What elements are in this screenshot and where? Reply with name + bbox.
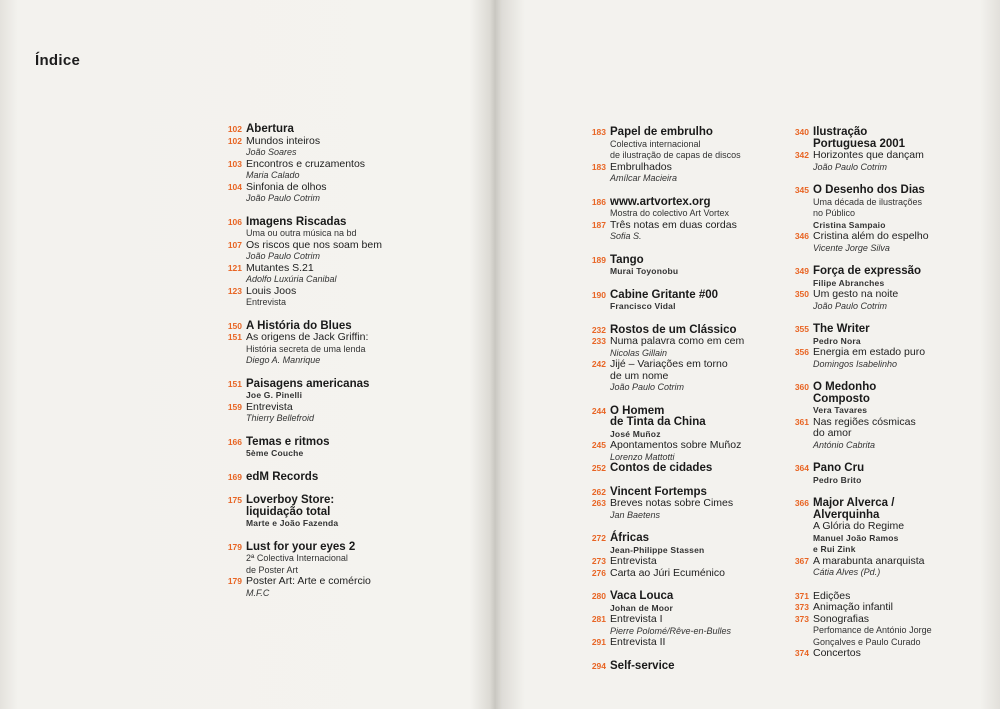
toc-section xyxy=(216,379,486,425)
section-title: O Homem xyxy=(610,404,665,417)
section-title: Rostos de um Clássico xyxy=(610,323,737,336)
page-number: 169 xyxy=(227,471,242,482)
description: 2ª Colectiva Internacional xyxy=(246,553,348,563)
article-title: Louis Joos xyxy=(246,284,297,297)
toc-section xyxy=(580,591,780,649)
article-title: As origens de Jack Griffin: xyxy=(246,331,369,343)
section-title: Paisagens americanas xyxy=(246,377,370,390)
page-number: 107 xyxy=(227,239,242,250)
article-title: Numa palavra como em cem xyxy=(610,335,745,347)
toc-entry xyxy=(216,332,486,344)
artist-credit: Marte e João Fazenda xyxy=(246,518,339,528)
article-title: Cristina além do espelho xyxy=(813,230,929,242)
toc-column-right-page-first xyxy=(580,127,780,684)
toc-entry xyxy=(580,498,780,510)
toc-entry xyxy=(783,394,993,406)
toc-section xyxy=(783,498,993,579)
toc-entry xyxy=(216,182,486,194)
toc-entry xyxy=(216,355,486,367)
page-number: 179 xyxy=(227,576,242,586)
article-title: Animação infantil xyxy=(813,601,893,613)
page-number: 123 xyxy=(227,285,242,296)
toc-entry xyxy=(216,217,486,229)
toc-column-right-page-second xyxy=(783,127,993,672)
section-title: Contos de cidades xyxy=(610,462,713,474)
author-credit: Amílcar Macieira xyxy=(610,173,678,183)
page-number: 150 xyxy=(227,320,242,331)
article-title: Horizontes que dançam xyxy=(813,149,924,161)
toc-entry xyxy=(580,440,780,452)
page-number: 186 xyxy=(591,196,606,207)
toc-entry xyxy=(580,173,780,185)
toc-entry xyxy=(783,556,993,568)
toc-entry xyxy=(580,417,780,429)
toc-entry xyxy=(580,231,780,243)
toc-entry xyxy=(783,243,993,255)
page-number: 244 xyxy=(591,405,606,416)
toc-entry xyxy=(783,266,993,278)
toc-entry xyxy=(216,263,486,275)
toc-entry xyxy=(783,359,993,371)
toc-entry xyxy=(216,193,486,205)
toc-section xyxy=(216,217,486,309)
toc-entry xyxy=(783,498,993,510)
section-title: liquidação total xyxy=(246,505,331,518)
toc-entry xyxy=(216,124,486,136)
author-credit: Lorenzo Mattotti xyxy=(610,451,675,462)
toc-section xyxy=(216,472,486,484)
artist-credit: Cristina Sampaio xyxy=(813,219,886,230)
author-credit: João Paulo Cotrim xyxy=(813,161,888,172)
page-number: 190 xyxy=(591,289,606,300)
toc-entry xyxy=(783,544,993,556)
artist-credit: Jean-Philippe Stassen xyxy=(610,544,705,555)
page-number: 355 xyxy=(794,324,809,334)
section-title: Cabine Gritante #00 xyxy=(610,288,719,301)
author-credit: Vicente Jorge Silva xyxy=(813,242,890,253)
toc-entry xyxy=(216,286,486,298)
page-number: 276 xyxy=(591,567,606,578)
section-title: Vincent Fortemps xyxy=(610,485,707,498)
author-credit: João Paulo Cotrim xyxy=(246,251,321,261)
toc-entry xyxy=(783,625,993,637)
author-credit: Diego A. Manrique xyxy=(246,355,321,365)
toc-entry xyxy=(216,274,486,286)
toc-section xyxy=(783,591,993,660)
page-number: 104 xyxy=(227,181,242,192)
page-number: 159 xyxy=(227,401,242,412)
toc-entry xyxy=(216,495,486,507)
article-title: Concertos xyxy=(813,647,861,659)
page-number: 291 xyxy=(591,637,606,647)
page-number: 364 xyxy=(794,463,809,473)
page-number: 273 xyxy=(591,556,606,566)
page-number: 106 xyxy=(227,216,242,227)
toc-entry xyxy=(216,472,486,484)
page-number: 367 xyxy=(794,555,809,566)
artist-credit: Francisco Vidal xyxy=(610,301,676,311)
toc-entry xyxy=(580,220,780,232)
toc-entry xyxy=(580,510,780,522)
page-number: 233 xyxy=(591,336,606,346)
author-credit: Maria Calado xyxy=(246,170,300,180)
toc-entry xyxy=(783,648,993,660)
page-number: 245 xyxy=(591,440,606,450)
author-credit: Adolfo Luxúria Canibal xyxy=(246,274,337,284)
toc-entry xyxy=(580,533,780,545)
page-number: 349 xyxy=(794,266,809,276)
page-title: Índice xyxy=(35,52,81,69)
description: Uma ou outra música na bd xyxy=(246,228,357,238)
description: Perfomance de António Jorge xyxy=(813,625,932,635)
page-number: 166 xyxy=(227,436,242,447)
toc-section xyxy=(580,127,780,185)
article-title: Carta ao Júri Ecuménico xyxy=(610,566,725,579)
section-title: edM Records xyxy=(246,470,319,483)
page-number: 280 xyxy=(591,591,606,601)
toc-entry xyxy=(783,440,993,452)
toc-entry xyxy=(783,382,993,394)
toc-section xyxy=(216,437,486,460)
toc-entry xyxy=(783,324,993,336)
toc-entry xyxy=(216,170,486,182)
artist-credit: Vera Tavares xyxy=(813,405,868,415)
section-title: Imagens Riscadas xyxy=(246,215,347,228)
toc-entry xyxy=(580,301,780,313)
page-number: 183 xyxy=(591,161,606,172)
author-credit: Cátia Alves (Pd.) xyxy=(813,567,881,577)
page-number: 242 xyxy=(591,359,606,369)
toc-entry xyxy=(216,136,486,148)
author-credit: António Cabrita xyxy=(813,439,876,450)
section-title: Temas e ritmos xyxy=(246,435,330,448)
toc-entry xyxy=(580,591,780,603)
section-title: The Writer xyxy=(813,323,870,335)
toc-entry xyxy=(216,576,486,588)
section-title: A História do Blues xyxy=(246,319,352,332)
article-title: Apontamentos sobre Muñoz xyxy=(610,439,742,451)
page-number: 346 xyxy=(794,231,809,241)
section-title: Pano Cru xyxy=(813,462,865,474)
article-title: Sonografias xyxy=(813,612,870,625)
toc-entry xyxy=(216,402,486,414)
toc-entry xyxy=(783,405,993,417)
author-credit: Domingos Isabelinho xyxy=(813,358,898,369)
toc-entry xyxy=(580,371,780,383)
artist-credit: Filipe Abranches xyxy=(813,277,885,288)
section-title: Força de expressão xyxy=(813,265,922,277)
page-number: 272 xyxy=(591,533,606,543)
toc-entry xyxy=(216,240,486,252)
section-title: Papel de embrulho xyxy=(610,126,713,138)
toc-entry xyxy=(216,159,486,171)
toc-entry xyxy=(580,382,780,394)
page-number: 281 xyxy=(591,614,606,624)
toc-entry xyxy=(580,661,780,673)
page-number: 374 xyxy=(794,648,809,658)
author-credit: Sofia S. xyxy=(610,231,642,241)
toc-section xyxy=(216,495,486,530)
section-title: Ilustração xyxy=(813,126,868,138)
section-title: Alverquinha xyxy=(813,508,880,521)
section-title: Major Alverca / xyxy=(813,497,895,509)
page-number: 103 xyxy=(227,158,242,169)
toc-entry xyxy=(580,208,780,220)
section-title: Áfricas xyxy=(610,532,649,544)
page-number: 366 xyxy=(794,498,809,508)
section-title: Tango xyxy=(610,253,644,266)
article-title: Um gesto na noite xyxy=(813,288,899,300)
toc-entry xyxy=(216,588,486,600)
page-number: 262 xyxy=(591,486,606,497)
article-title: Os riscos que nos soam bem xyxy=(246,238,382,251)
page-number: 102 xyxy=(227,124,242,134)
article-title: Energia em estado puro xyxy=(813,346,926,358)
toc-entry xyxy=(783,602,993,614)
toc-entry xyxy=(580,290,780,302)
page-number: 151 xyxy=(227,378,242,389)
toc-entry xyxy=(580,463,780,475)
toc-entry xyxy=(216,448,486,460)
toc-entry xyxy=(580,266,780,278)
page-number: 102 xyxy=(227,135,242,146)
toc-entry xyxy=(216,542,486,554)
toc-entry xyxy=(783,150,993,162)
author-credit: M.F.C xyxy=(246,587,270,598)
article-title: Poster Art: Arte e comércio xyxy=(246,575,371,587)
toc-entry xyxy=(783,533,993,545)
toc-section xyxy=(783,127,993,173)
page-number: 340 xyxy=(794,127,809,137)
artist-credit: Manuel João Ramos xyxy=(813,532,899,543)
toc-section xyxy=(216,542,486,600)
toc-entry xyxy=(783,162,993,174)
toc-entry xyxy=(580,127,780,139)
article-title: Breves notas sobre Cimes xyxy=(610,497,734,509)
description: de ilustração de capas de discos xyxy=(610,150,741,160)
article-title: Entrevista I xyxy=(610,613,663,625)
toc-entry xyxy=(783,614,993,626)
toc-section xyxy=(783,463,993,486)
toc-entry xyxy=(783,289,993,301)
article-title: Entrevista II xyxy=(610,636,666,648)
author-credit: João Paulo Cotrim xyxy=(610,382,685,392)
page-number: 189 xyxy=(591,254,606,265)
article-title: Edições xyxy=(813,589,851,602)
toc-entry xyxy=(580,139,780,151)
section-title: Composto xyxy=(813,392,870,405)
toc-section xyxy=(580,197,780,243)
author-credit: João Paulo Cotrim xyxy=(813,300,888,311)
section-title: Lust for your eyes 2 xyxy=(246,540,356,553)
toc-section xyxy=(216,124,486,205)
page-number: 263 xyxy=(591,498,606,508)
toc-entry xyxy=(783,521,993,533)
article-title: Três notas em duas cordas xyxy=(610,218,737,231)
article-title: Sinfonia de olhos xyxy=(246,180,327,193)
author-credit: Jan Baetens xyxy=(610,509,661,520)
toc-section xyxy=(580,255,780,278)
toc-entry xyxy=(580,614,780,626)
toc-section xyxy=(783,324,993,370)
article-title: Mundos inteiros xyxy=(246,134,321,147)
toc-entry xyxy=(580,359,780,371)
page-number: 294 xyxy=(591,660,606,671)
artist-credit: 5ème Couche xyxy=(246,448,304,458)
artist-credit: José Muñoz xyxy=(610,428,661,439)
page-number: 183 xyxy=(591,127,606,137)
toc-section xyxy=(580,487,780,522)
page-number: 187 xyxy=(591,219,606,230)
article-title: Entrevista xyxy=(610,555,657,567)
toc-entry xyxy=(783,567,993,579)
page-number: 373 xyxy=(794,613,809,624)
toc-entry xyxy=(580,556,780,568)
toc-entry xyxy=(783,428,993,440)
author-credit: Thierry Bellefroid xyxy=(246,413,315,423)
toc-section xyxy=(783,266,993,312)
section-title: de Tinta da China xyxy=(610,416,706,428)
page-number: 345 xyxy=(794,185,809,195)
toc-entry xyxy=(580,255,780,267)
toc-section xyxy=(783,185,993,254)
section-title: Loverboy Store: xyxy=(246,494,335,506)
toc-section xyxy=(580,533,780,579)
page-number: 360 xyxy=(794,382,809,392)
section-title: www.artvortex.org xyxy=(610,195,711,208)
page-number: 179 xyxy=(227,541,242,552)
page-number: 361 xyxy=(794,416,809,427)
page-number: 252 xyxy=(591,463,606,473)
article-title: Embrulhados xyxy=(610,160,672,173)
toc-entry xyxy=(783,475,993,487)
author-credit: João Paulo Cotrim xyxy=(246,193,321,203)
toc-entry xyxy=(580,162,780,174)
article-title: A Glória do Regime xyxy=(813,520,905,532)
toc-entry xyxy=(216,379,486,391)
toc-entry xyxy=(216,344,486,356)
toc-section xyxy=(216,321,486,367)
toc-entry xyxy=(783,231,993,243)
toc-section xyxy=(580,325,780,394)
description: Uma década de ilustrações xyxy=(813,196,923,207)
toc-entry xyxy=(580,637,780,649)
description: Mostra do colectivo Art Vortex xyxy=(610,208,730,218)
artist-credit: Murai Toyonobu xyxy=(610,266,679,276)
toc-entry xyxy=(216,147,486,159)
toc-entry xyxy=(783,127,993,139)
page-number: 373 xyxy=(794,602,809,612)
toc-section xyxy=(783,382,993,451)
toc-section xyxy=(580,406,780,475)
toc-section xyxy=(580,661,780,673)
page-number: 350 xyxy=(794,289,809,299)
toc-entry xyxy=(216,553,486,565)
section-title: Abertura xyxy=(246,123,294,135)
article-title: A marabunta anarquista xyxy=(813,554,925,567)
page-number: 151 xyxy=(227,332,242,342)
toc-entry xyxy=(216,507,486,519)
toc-entry xyxy=(783,301,993,313)
page-number: 121 xyxy=(227,262,242,273)
toc-entry xyxy=(783,463,993,475)
section-title: O Medonho xyxy=(813,381,877,393)
page-number: 232 xyxy=(591,324,606,335)
toc-entry xyxy=(783,185,993,197)
toc-entry xyxy=(580,150,780,162)
artist-credit: Johan de Moor xyxy=(610,602,674,613)
toc-entry xyxy=(783,197,993,209)
artist-credit: e Rui Zink xyxy=(813,544,856,554)
toc-entry xyxy=(216,390,486,402)
section-title: Portuguesa 2001 xyxy=(813,137,906,150)
artist-credit: Joe G. Pinelli xyxy=(246,390,303,400)
section-title: Self-service xyxy=(610,659,675,672)
article-title: Entrevista xyxy=(246,400,293,413)
toc-entry xyxy=(216,297,486,309)
toc-entry xyxy=(216,437,486,449)
toc-entry xyxy=(216,413,486,425)
toc-entry xyxy=(580,197,780,209)
toc-entry xyxy=(783,208,993,220)
description: Gonçalves e Paulo Curado xyxy=(813,636,921,647)
article-title: Mutantes S.21 xyxy=(246,261,314,274)
author-credit: Nicolas Gillain xyxy=(610,347,668,358)
toc-entry xyxy=(580,336,780,348)
article-title: do amor xyxy=(813,427,852,439)
toc-entry xyxy=(580,568,780,580)
page-number: 342 xyxy=(794,150,809,160)
author-credit: João Soares xyxy=(246,147,297,157)
page-number: 175 xyxy=(227,495,242,505)
description: de Poster Art xyxy=(246,564,299,575)
page-number: 371 xyxy=(794,590,809,601)
toc-entry xyxy=(216,518,486,530)
toc-entry xyxy=(216,228,486,240)
description: no Público xyxy=(813,208,856,218)
page-number: 356 xyxy=(794,347,809,357)
toc-entry xyxy=(783,347,993,359)
description: Entrevista xyxy=(246,297,287,307)
article-title: Jijé – Variações em torno xyxy=(610,358,728,370)
artist-credit: Pedro Nora xyxy=(813,335,861,346)
toc-column-left-page xyxy=(216,124,486,611)
article-title: Nas regiões cósmicas xyxy=(813,415,916,428)
description: Colectiva internacional xyxy=(610,138,701,149)
description: História secreta de uma lenda xyxy=(246,343,366,354)
author-credit: Pierre Polomé/Rêve-en-Bulles xyxy=(610,625,732,636)
toc-entry xyxy=(216,251,486,263)
section-title: O Desenho dos Dias xyxy=(813,184,925,196)
toc-section xyxy=(580,290,780,313)
article-title: de um nome xyxy=(610,369,669,382)
section-title: Vaca Louca xyxy=(610,590,674,602)
artist-credit: Pedro Brito xyxy=(813,474,862,485)
article-title: Encontros e cruzamentos xyxy=(246,157,366,170)
